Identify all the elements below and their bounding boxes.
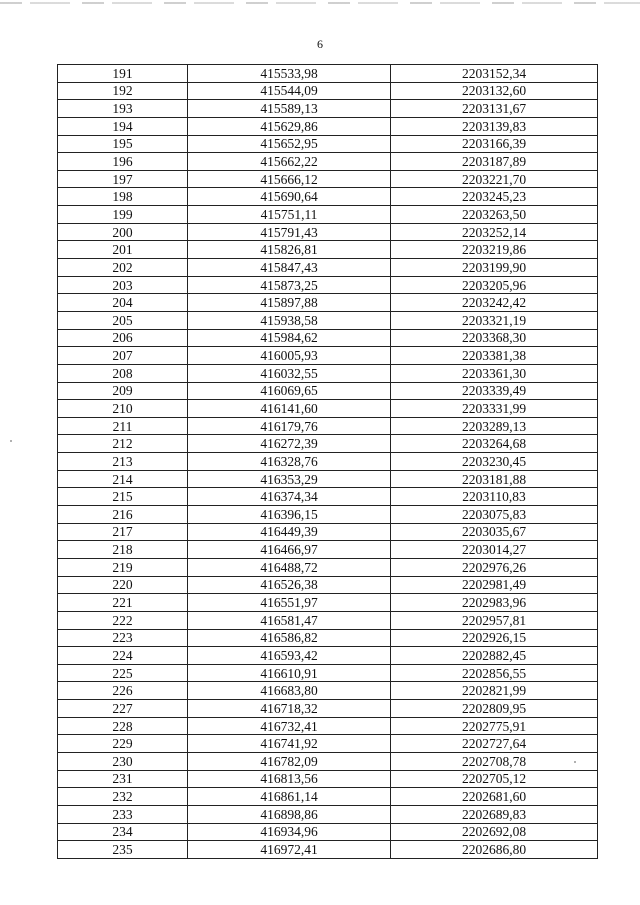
table-row: [58, 594, 598, 612]
point-number-cell: 193: [58, 100, 188, 118]
point-number-cell: 194: [58, 117, 188, 135]
table-row: [58, 135, 598, 153]
point-number-cell: 196: [58, 153, 188, 171]
x-coordinate-cell: 415533,98: [188, 65, 391, 83]
y-coordinate-cell: 2202976,26: [391, 558, 598, 576]
y-coordinate-cell: 2203181,88: [391, 470, 598, 488]
x-coordinate-cell: 415751,11: [188, 206, 391, 224]
point-number-cell: 233: [58, 805, 188, 823]
y-coordinate-cell: 2202983,96: [391, 594, 598, 612]
table-row: [58, 664, 598, 682]
y-coordinate-cell: 2203132,60: [391, 82, 598, 100]
table-row: [58, 276, 598, 294]
y-coordinate-cell: 2203242,42: [391, 294, 598, 312]
x-coordinate-cell: 415666,12: [188, 170, 391, 188]
x-coordinate-cell: 415662,22: [188, 153, 391, 171]
y-coordinate-cell: 2203264,68: [391, 435, 598, 453]
table-row: [58, 682, 598, 700]
y-coordinate-cell: 2203075,83: [391, 506, 598, 524]
point-number-cell: 202: [58, 259, 188, 277]
point-number-cell: 224: [58, 647, 188, 665]
table-row: [58, 435, 598, 453]
point-number-cell: 232: [58, 788, 188, 806]
table-row: [58, 82, 598, 100]
table-row: [58, 153, 598, 171]
x-coordinate-cell: 416741,92: [188, 735, 391, 753]
x-coordinate-cell: 416551,97: [188, 594, 391, 612]
x-coordinate-cell: 415938,58: [188, 311, 391, 329]
table-row: [58, 294, 598, 312]
y-coordinate-cell: 2203381,38: [391, 347, 598, 365]
x-coordinate-cell: 416610,91: [188, 664, 391, 682]
x-coordinate-cell: 416718,32: [188, 700, 391, 718]
point-number-cell: 208: [58, 364, 188, 382]
x-coordinate-cell: 415652,95: [188, 135, 391, 153]
x-coordinate-cell: 415897,88: [188, 294, 391, 312]
y-coordinate-cell: 2202681,60: [391, 788, 598, 806]
x-coordinate-cell: 415873,25: [188, 276, 391, 294]
table-row: [58, 770, 598, 788]
y-coordinate-cell: 2203230,45: [391, 453, 598, 471]
x-coordinate-cell: 416328,76: [188, 453, 391, 471]
y-coordinate-cell: 2203199,90: [391, 259, 598, 277]
table-row: [58, 752, 598, 770]
y-coordinate-cell: 2203252,14: [391, 223, 598, 241]
table-row: [58, 841, 598, 859]
point-number-cell: 220: [58, 576, 188, 594]
scan-edge-artifact: [0, 2, 640, 4]
point-number-cell: 231: [58, 770, 188, 788]
point-number-cell: 191: [58, 65, 188, 83]
x-coordinate-cell: 415544,09: [188, 82, 391, 100]
x-coordinate-cell: 416396,15: [188, 506, 391, 524]
y-coordinate-cell: 2202689,83: [391, 805, 598, 823]
x-coordinate-cell: 416934,96: [188, 823, 391, 841]
table-row: [58, 453, 598, 471]
point-number-cell: 221: [58, 594, 188, 612]
y-coordinate-cell: 2202981,49: [391, 576, 598, 594]
y-coordinate-cell: 2202882,45: [391, 647, 598, 665]
x-coordinate-cell: 416581,47: [188, 611, 391, 629]
x-coordinate-cell: 415984,62: [188, 329, 391, 347]
y-coordinate-cell: 2202957,81: [391, 611, 598, 629]
y-coordinate-cell: 2203331,99: [391, 400, 598, 418]
table-row: [58, 100, 598, 118]
x-coordinate-cell: 416683,80: [188, 682, 391, 700]
point-number-cell: 228: [58, 717, 188, 735]
point-number-cell: 209: [58, 382, 188, 400]
table-row: [58, 558, 598, 576]
table-row: [58, 717, 598, 735]
point-number-cell: 223: [58, 629, 188, 647]
table-row: [58, 629, 598, 647]
table-row: [58, 488, 598, 506]
x-coordinate-cell: 416526,38: [188, 576, 391, 594]
table-row: [58, 329, 598, 347]
table-row: [58, 788, 598, 806]
y-coordinate-cell: 2202926,15: [391, 629, 598, 647]
x-coordinate-cell: 416069,65: [188, 382, 391, 400]
x-coordinate-cell: 416032,55: [188, 364, 391, 382]
x-coordinate-cell: 416972,41: [188, 841, 391, 859]
point-number-cell: 217: [58, 523, 188, 541]
x-coordinate-cell: 416466,97: [188, 541, 391, 559]
y-coordinate-cell: 2202727,64: [391, 735, 598, 753]
point-number-cell: 210: [58, 400, 188, 418]
scan-speck: [574, 761, 576, 763]
x-coordinate-cell: 416353,29: [188, 470, 391, 488]
point-number-cell: 197: [58, 170, 188, 188]
y-coordinate-cell: 2202775,91: [391, 717, 598, 735]
y-coordinate-cell: 2203035,67: [391, 523, 598, 541]
table-row: [58, 382, 598, 400]
table-row: [58, 311, 598, 329]
y-coordinate-cell: 2203187,89: [391, 153, 598, 171]
x-coordinate-cell: 416593,42: [188, 647, 391, 665]
y-coordinate-cell: 2203263,50: [391, 206, 598, 224]
table-row: [58, 65, 598, 83]
x-coordinate-cell: 416005,93: [188, 347, 391, 365]
y-coordinate-cell: 2203289,13: [391, 417, 598, 435]
x-coordinate-cell: 415847,43: [188, 259, 391, 277]
x-coordinate-cell: 416732,41: [188, 717, 391, 735]
table-row: [58, 823, 598, 841]
x-coordinate-cell: 416782,09: [188, 752, 391, 770]
y-coordinate-cell: 2202692,08: [391, 823, 598, 841]
y-coordinate-cell: 2203339,49: [391, 382, 598, 400]
table-row: [58, 241, 598, 259]
y-coordinate-cell: 2202809,95: [391, 700, 598, 718]
table-row: [58, 523, 598, 541]
table-row: [58, 506, 598, 524]
x-coordinate-cell: 415589,13: [188, 100, 391, 118]
y-coordinate-cell: 2203219,86: [391, 241, 598, 259]
x-coordinate-cell: 416898,86: [188, 805, 391, 823]
table-row: [58, 470, 598, 488]
point-number-cell: 219: [58, 558, 188, 576]
x-coordinate-cell: 416488,72: [188, 558, 391, 576]
y-coordinate-cell: 2203245,23: [391, 188, 598, 206]
y-coordinate-cell: 2202708,78: [391, 752, 598, 770]
point-number-cell: 204: [58, 294, 188, 312]
table-row: [58, 611, 598, 629]
table-row: [58, 206, 598, 224]
point-number-cell: 199: [58, 206, 188, 224]
table-row: [58, 223, 598, 241]
y-coordinate-cell: 2203110,83: [391, 488, 598, 506]
table-row: [58, 259, 598, 277]
table-row: [58, 400, 598, 418]
y-coordinate-cell: 2203221,70: [391, 170, 598, 188]
y-coordinate-cell: 2203166,39: [391, 135, 598, 153]
point-number-cell: 229: [58, 735, 188, 753]
point-number-cell: 207: [58, 347, 188, 365]
y-coordinate-cell: 2203152,34: [391, 65, 598, 83]
x-coordinate-cell: 415690,64: [188, 188, 391, 206]
y-coordinate-cell: 2202686,80: [391, 841, 598, 859]
x-coordinate-cell: 416861,14: [188, 788, 391, 806]
x-coordinate-cell: 416813,56: [188, 770, 391, 788]
y-coordinate-cell: 2203368,30: [391, 329, 598, 347]
x-coordinate-cell: 415826,81: [188, 241, 391, 259]
point-number-cell: 205: [58, 311, 188, 329]
x-coordinate-cell: 416141,60: [188, 400, 391, 418]
point-number-cell: 230: [58, 752, 188, 770]
point-number-cell: 218: [58, 541, 188, 559]
point-number-cell: 235: [58, 841, 188, 859]
point-number-cell: 222: [58, 611, 188, 629]
x-coordinate-cell: 416374,34: [188, 488, 391, 506]
point-number-cell: 206: [58, 329, 188, 347]
point-number-cell: 212: [58, 435, 188, 453]
y-coordinate-cell: 2202821,99: [391, 682, 598, 700]
y-coordinate-cell: 2203139,83: [391, 117, 598, 135]
point-number-cell: 234: [58, 823, 188, 841]
table-row: [58, 417, 598, 435]
point-number-cell: 225: [58, 664, 188, 682]
x-coordinate-cell: 415629,86: [188, 117, 391, 135]
point-number-cell: 215: [58, 488, 188, 506]
table-row: [58, 647, 598, 665]
point-number-cell: 213: [58, 453, 188, 471]
point-number-cell: 200: [58, 223, 188, 241]
x-coordinate-cell: 416272,39: [188, 435, 391, 453]
table-row: [58, 188, 598, 206]
table-row: [58, 541, 598, 559]
point-number-cell: 226: [58, 682, 188, 700]
coordinates-table-body: [58, 65, 598, 859]
table-row: [58, 347, 598, 365]
y-coordinate-cell: 2203321,19: [391, 311, 598, 329]
y-coordinate-cell: 2202856,55: [391, 664, 598, 682]
y-coordinate-cell: 2203205,96: [391, 276, 598, 294]
point-number-cell: 203: [58, 276, 188, 294]
table-row: [58, 170, 598, 188]
x-coordinate-cell: 416179,76: [188, 417, 391, 435]
x-coordinate-cell: 416449,39: [188, 523, 391, 541]
point-number-cell: 195: [58, 135, 188, 153]
table-row: [58, 576, 598, 594]
y-coordinate-cell: 2203361,30: [391, 364, 598, 382]
point-number-cell: 192: [58, 82, 188, 100]
y-coordinate-cell: 2203014,27: [391, 541, 598, 559]
y-coordinate-cell: 2203131,67: [391, 100, 598, 118]
scan-speck: [10, 440, 12, 442]
page-number: 6: [317, 37, 323, 51]
x-coordinate-cell: 416586,82: [188, 629, 391, 647]
table-row: [58, 364, 598, 382]
point-number-cell: 201: [58, 241, 188, 259]
point-number-cell: 211: [58, 417, 188, 435]
table-row: [58, 735, 598, 753]
table-row: [58, 117, 598, 135]
point-number-cell: 227: [58, 700, 188, 718]
table-row: [58, 700, 598, 718]
point-number-cell: 214: [58, 470, 188, 488]
y-coordinate-cell: 2202705,12: [391, 770, 598, 788]
point-number-cell: 198: [58, 188, 188, 206]
coordinates-table: [57, 64, 598, 859]
x-coordinate-cell: 415791,43: [188, 223, 391, 241]
table-row: [58, 805, 598, 823]
point-number-cell: 216: [58, 506, 188, 524]
